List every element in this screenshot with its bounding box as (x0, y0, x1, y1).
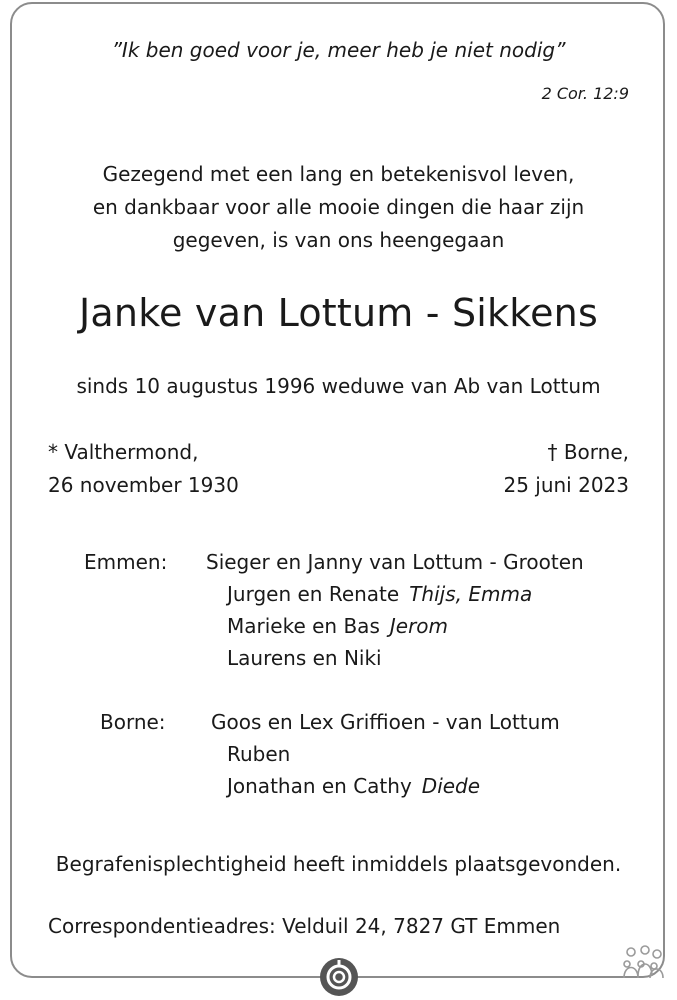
intro-line: Gezegend met een lang en betekenisvol leven, (102, 162, 575, 186)
family-member (227, 614, 448, 638)
family-city: Borne: (100, 710, 166, 734)
death-info (503, 436, 629, 502)
intro-text (0, 158, 677, 257)
circle-logo-icon (319, 957, 359, 997)
family-head: Goos en Lex Griffioen - van Lottum (211, 710, 560, 734)
widow-line: sinds 10 augustus 1996 weduwe van Ab van Lottum (76, 374, 601, 398)
member-children: Thijs, Emma (409, 582, 533, 606)
bible-reference: 2 Cor. 12:9 (541, 84, 629, 103)
correspondence-address: Correspondentieadres: Velduil 24, 7827 GT Emmen (48, 914, 561, 938)
bible-quote: ”Ik ben goed voor je, meer heb je niet nodig” (111, 38, 566, 62)
family-head: Sieger en Janny van Lottum - Grooten (206, 550, 584, 574)
birth-date: 26 november 1930 (48, 473, 239, 497)
member-names: Ruben (227, 742, 291, 766)
birth-place: * Valthermond, (48, 440, 199, 464)
deceased-name: Janke van Lottum - Sikkens (79, 291, 598, 335)
death-place: † Borne, (547, 440, 629, 464)
family-city: Emmen: (84, 550, 168, 574)
people-group-icon (617, 944, 665, 984)
family-member (227, 582, 532, 606)
family-member (227, 774, 480, 798)
family-member (227, 646, 382, 670)
death-date: 25 juni 2023 (503, 473, 629, 497)
intro-line: en dankbaar voor alle mooie dingen die haar zijn (92, 195, 585, 219)
family-member (227, 742, 290, 766)
member-children: Diede (421, 774, 481, 798)
intro-line: gegeven, is van ons heengegaan (172, 228, 505, 252)
member-names: Laurens en Niki (227, 646, 382, 670)
birth-info (48, 436, 239, 502)
member-names: Jonathan en Cathy (227, 774, 412, 798)
funeral-notice: Begrafenisplechtigheid heeft inmiddels plaatsgevonden. (55, 852, 622, 876)
member-names: Marieke en Bas (227, 614, 380, 638)
member-children: Jerom (389, 614, 449, 638)
member-names: Jurgen en Renate (227, 582, 400, 606)
